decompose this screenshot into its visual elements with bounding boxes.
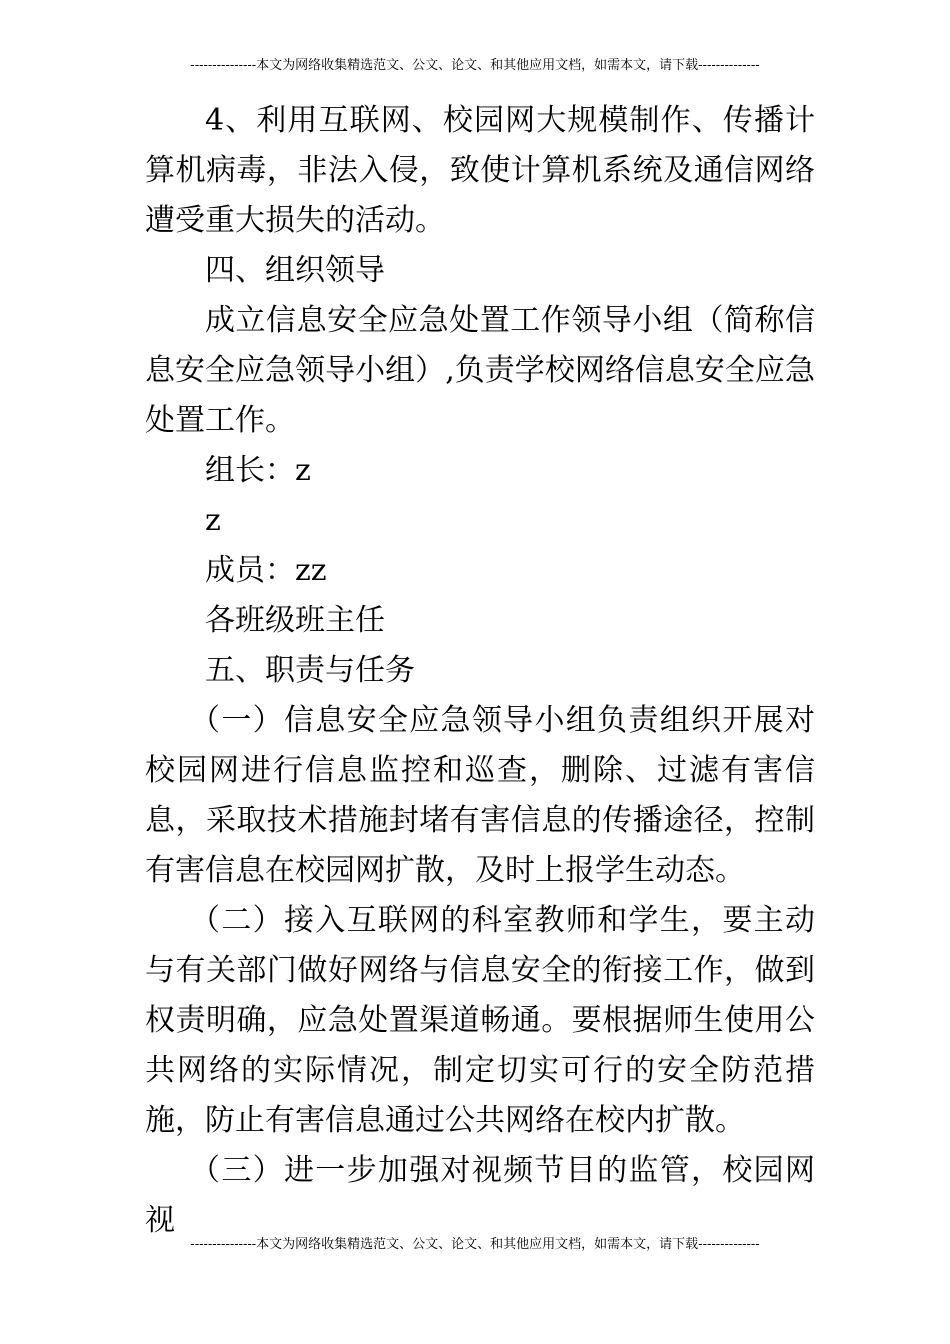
paragraph-item-4: 4、利用互联网、校园网大规模制作、传播计算机病毒，非法入侵，致使计算机系统及通信网络遭受重大损失的活动。	[145, 103, 815, 238]
paragraph-duty-2: （二）接入互联网的科室教师和学生，要主动与有关部门做好网络与信息安全的衔接工作，做到权责明确，应急处置渠道畅通。要根据师生使用公共网络的实际情况，制定切实可行的安全防范措施，防止有害信息通过公共网络在校内扩散。	[145, 903, 815, 1138]
footer-banner: ---------------本文为网络收集精选范文、公文、论文、和其他应用文档，如需本文，请下载--------------	[190, 1237, 760, 1252]
section-heading-organization: 四、组织领导	[205, 253, 385, 288]
section-heading-duties: 五、职责与任务	[205, 653, 415, 688]
paragraph-duty-3: （三）进一步加强对视频节目的监管，校园网视	[145, 1153, 815, 1238]
document-body	[145, 96, 815, 1246]
header-banner: ---------------本文为网络收集精选范文、公文、论文、和其他应用文档，如需本文，请下载--------------	[190, 58, 760, 73]
class-teachers-line: 各班级班主任	[205, 603, 385, 638]
group-leader-name-line: z	[205, 503, 221, 538]
group-members-line: 成员：zz	[205, 553, 327, 588]
paragraph-duty-1: （一）信息安全应急领导小组负责组织开展对校园网进行信息监控和巡查，删除、过滤有害信息，采取技术措施封堵有害信息的传播途径，控制有害信息在校园网扩散，及时上报学生动态。	[145, 703, 815, 888]
paragraph-leadership-group: 成立信息安全应急处置工作领导小组（简称信息安全应急领导小组）,负责学校网络信息安全应急处置工作。	[145, 303, 815, 438]
group-leader-line: 组长：z	[205, 453, 311, 488]
